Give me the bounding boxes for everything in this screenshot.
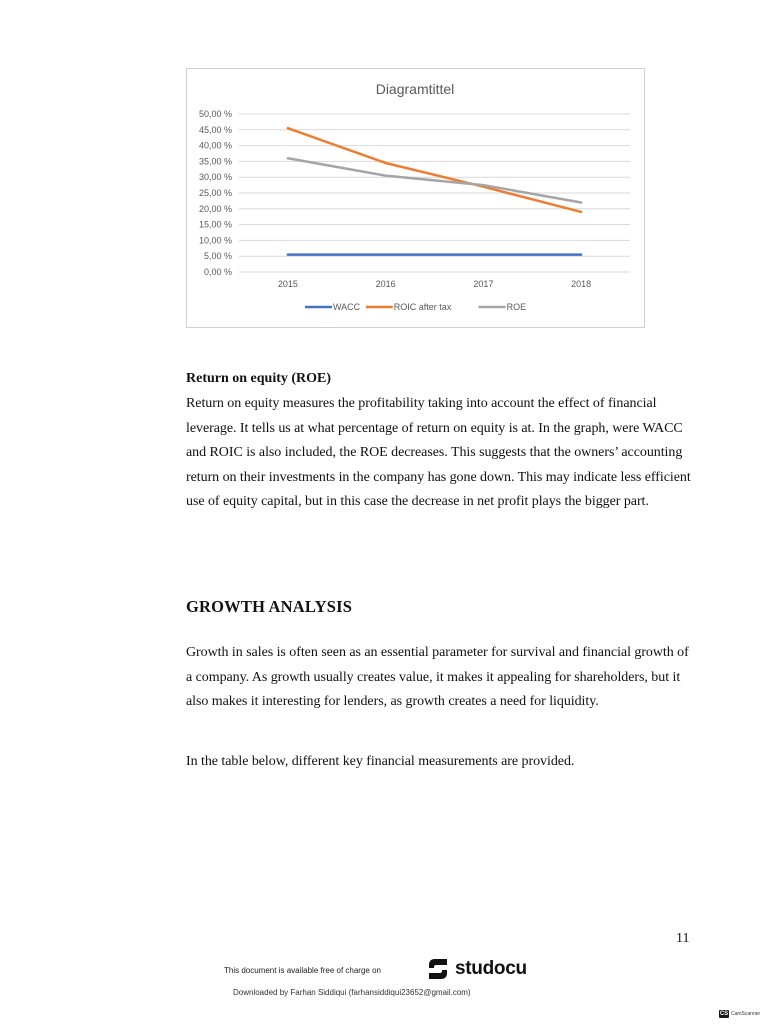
y-tick-label: 5,00 % [203, 251, 232, 262]
camscanner-label: CamScanner [731, 1011, 761, 1017]
x-tick-label: 2018 [571, 279, 592, 289]
y-tick-label: 25,00 % [198, 188, 232, 198]
camscanner-badge [719, 1010, 760, 1018]
chart-title: Diagramtittel [375, 81, 455, 97]
roe-paragraph: Return on equity measures the profitability taking into account the effect of financial leverage. It tells us at what percentage of return on equity is at. In the graph, were WACC and ROIC is also included, the ROE decreases. This suggests that the owners’ accounting return on their investments in the company has gone down. This may indicate less efficient use of equity capital, but in this case the decrease in net profit plays the bigger part. [186, 396, 691, 509]
roe-heading: Return on equity (ROE) [186, 371, 332, 386]
y-tick-label: 40,00 % [198, 140, 232, 151]
studocu-logo-icon [425, 956, 451, 982]
y-tick-label: 15,00 % [198, 219, 232, 230]
series-line [288, 158, 581, 202]
y-tick-label: 10,00 % [198, 235, 232, 246]
camscanner-icon: CS [719, 1011, 729, 1017]
line-chart [186, 68, 645, 328]
page-number: 11 [676, 931, 690, 946]
footer-downloaded-by: Downloaded by Farhan Siddiqui (farhansiddiqui23652@gmail.com) [233, 988, 471, 997]
y-tick-label: 45,00 % [198, 124, 232, 135]
studocu-wordmark: studocu [455, 958, 527, 979]
y-tick-label: 0,00 % [203, 267, 232, 277]
legend-label: ROIC after tax [393, 302, 452, 312]
y-tick-label: 35,00 % [198, 156, 232, 167]
table-intro-paragraph: In the table below, different key financial measurements are provided. [186, 754, 575, 769]
footer-available-text: This document is available free of charge on [224, 966, 381, 975]
legend-label: ROE [506, 302, 527, 312]
y-tick-label: 50,00 % [198, 109, 232, 119]
series-line [288, 128, 581, 212]
growth-heading: GROWTH ANALYSIS [186, 597, 353, 616]
studocu-brand[interactable] [425, 956, 527, 982]
legend-label: WACC [333, 302, 361, 312]
growth-paragraph: Growth in sales is often seen as an essential parameter for survival and financial growth of a company. As growth usually creates value, it makes it appealing for shareholders, but it also makes it interesting for lenders, as growth creates a need for liquidity. [186, 645, 689, 709]
x-tick-label: 2017 [473, 279, 494, 289]
y-tick-label: 30,00 % [198, 172, 232, 183]
x-tick-label: 2016 [375, 279, 396, 289]
y-tick-label: 20,00 % [198, 203, 232, 214]
chart-canvas [187, 69, 644, 327]
x-tick-label: 2015 [277, 279, 298, 289]
